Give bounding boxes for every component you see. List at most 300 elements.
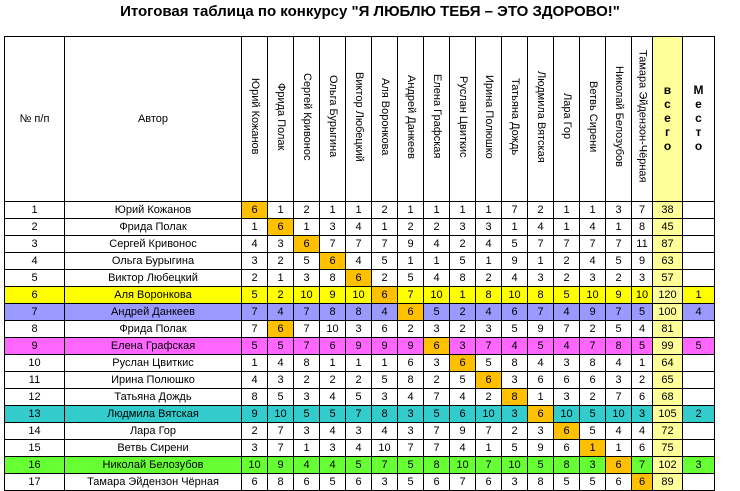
score-cell: 5 [528, 338, 554, 355]
score-cell: 7 [502, 202, 528, 219]
header-judge [632, 37, 653, 202]
score-cell: 5 [450, 372, 476, 389]
score-cell: 8 [294, 355, 320, 372]
score-cell: 3 [268, 236, 294, 253]
score-cell: 2 [424, 372, 450, 389]
row-total: 75 [653, 440, 683, 457]
score-cell: 8 [320, 304, 346, 321]
score-cell: 6 [632, 389, 653, 406]
score-cell: 4 [476, 304, 502, 321]
score-cell: 5 [554, 474, 580, 491]
header-judge-label: Аля Воронкова [379, 77, 391, 156]
score-cell: 10 [632, 287, 653, 304]
score-cell: 6 [424, 474, 450, 491]
score-cell: 1 [450, 287, 476, 304]
results-table [4, 36, 715, 491]
score-cell: 2 [450, 321, 476, 338]
score-cell: 2 [528, 202, 554, 219]
score-cell: 3 [632, 270, 653, 287]
header-judge [502, 37, 528, 202]
score-cell: 7 [242, 321, 268, 338]
header-judge [424, 37, 450, 202]
score-cell: 3 [372, 474, 398, 491]
row-number: 1 [5, 202, 65, 219]
row-author: Татьяна Дождь [65, 389, 242, 406]
score-cell: 3 [294, 270, 320, 287]
score-cell: 1 [424, 202, 450, 219]
table-row [5, 219, 715, 236]
score-cell: 8 [242, 389, 268, 406]
row-author: Юрий Кожанов [65, 202, 242, 219]
table-row [5, 457, 715, 474]
table-row [5, 355, 715, 372]
score-cell: 2 [242, 270, 268, 287]
score-cell: 5 [372, 253, 398, 270]
score-cell: 2 [398, 321, 424, 338]
score-cell: 10 [502, 457, 528, 474]
score-cell: 8 [398, 372, 424, 389]
score-cell: 1 [346, 202, 372, 219]
score-cell: 8 [528, 287, 554, 304]
score-cell: 4 [242, 236, 268, 253]
row-number: 8 [5, 321, 65, 338]
table-row [5, 236, 715, 253]
score-cell: 10 [424, 287, 450, 304]
score-cell: 1 [372, 219, 398, 236]
table-row [5, 440, 715, 457]
score-cell: 7 [424, 423, 450, 440]
score-cell: 4 [632, 423, 653, 440]
score-cell: 9 [398, 338, 424, 355]
score-cell: 6 [450, 355, 476, 372]
table-title: Итоговая таблица по конкурсу "Я ЛЮБЛЮ ТЕБЯ – ЭТО ЗДОРОВО!" [120, 3, 620, 20]
score-cell: 2 [294, 372, 320, 389]
row-total: 72 [653, 423, 683, 440]
score-cell: 4 [606, 355, 632, 372]
score-cell: 6 [502, 304, 528, 321]
table-row [5, 253, 715, 270]
score-cell: 3 [554, 389, 580, 406]
score-cell: 7 [450, 474, 476, 491]
score-cell: 7 [580, 338, 606, 355]
score-cell: 1 [606, 219, 632, 236]
table-row [5, 304, 715, 321]
table-row [5, 389, 715, 406]
score-cell: 5 [554, 287, 580, 304]
score-cell: 1 [632, 355, 653, 372]
score-cell: 6 [372, 321, 398, 338]
score-cell: 3 [606, 202, 632, 219]
header-judge [268, 37, 294, 202]
score-cell: 6 [294, 474, 320, 491]
score-cell: 4 [372, 304, 398, 321]
score-cell: 7 [372, 457, 398, 474]
header-judge [554, 37, 580, 202]
score-cell: 9 [268, 457, 294, 474]
row-place [683, 253, 715, 270]
row-place: 4 [683, 304, 715, 321]
score-cell: 1 [424, 253, 450, 270]
score-cell: 6 [398, 304, 424, 321]
score-cell: 5 [320, 474, 346, 491]
row-number: 5 [5, 270, 65, 287]
row-place [683, 219, 715, 236]
score-cell: 7 [606, 236, 632, 253]
score-cell: 1 [346, 355, 372, 372]
row-number: 9 [5, 338, 65, 355]
header-judge [398, 37, 424, 202]
row-total: 99 [653, 338, 683, 355]
score-cell: 3 [606, 372, 632, 389]
score-cell: 6 [554, 372, 580, 389]
score-cell: 1 [476, 253, 502, 270]
header-judge-label: Николай Белозубов [613, 66, 625, 167]
score-cell: 3 [294, 423, 320, 440]
score-cell: 1 [502, 219, 528, 236]
score-cell: 1 [242, 355, 268, 372]
score-cell: 1 [320, 355, 346, 372]
header-judge [606, 37, 632, 202]
row-number: 2 [5, 219, 65, 236]
score-cell: 2 [242, 423, 268, 440]
score-cell: 1 [528, 389, 554, 406]
score-cell: 7 [580, 236, 606, 253]
row-total: 102 [653, 457, 683, 474]
row-place [683, 236, 715, 253]
score-cell: 9 [528, 440, 554, 457]
header-judge-label: Людмила Вятская [535, 70, 547, 163]
score-cell: 7 [476, 423, 502, 440]
score-cell: 5 [632, 304, 653, 321]
score-cell: 7 [372, 236, 398, 253]
score-cell: 9 [372, 338, 398, 355]
score-cell: 5 [398, 474, 424, 491]
table-row [5, 270, 715, 287]
score-cell: 6 [268, 219, 294, 236]
score-cell: 10 [242, 457, 268, 474]
score-cell: 3 [398, 423, 424, 440]
score-cell: 9 [580, 304, 606, 321]
row-place [683, 355, 715, 372]
score-cell: 1 [398, 253, 424, 270]
score-cell: 1 [242, 219, 268, 236]
table-row [5, 406, 715, 423]
row-number: 12 [5, 389, 65, 406]
score-cell: 7 [268, 440, 294, 457]
header-judge-label: Татьяна Дождь [509, 77, 521, 156]
row-place [683, 372, 715, 389]
score-cell: 7 [294, 304, 320, 321]
header-num: № п/п [5, 37, 65, 202]
score-cell: 4 [346, 253, 372, 270]
score-cell: 2 [372, 202, 398, 219]
row-number: 11 [5, 372, 65, 389]
score-cell: 8 [268, 474, 294, 491]
score-cell: 3 [320, 440, 346, 457]
row-author: Аля Воронкова [65, 287, 242, 304]
score-cell: 4 [372, 423, 398, 440]
score-cell: 9 [502, 253, 528, 270]
score-cell: 4 [268, 304, 294, 321]
row-author: Людмила Вятская [65, 406, 242, 423]
score-cell: 6 [606, 457, 632, 474]
score-cell: 4 [320, 389, 346, 406]
header-judge-label: Фрида Полак [275, 82, 287, 151]
row-author: Тамара Эйдензон Чёрная [65, 474, 242, 491]
score-cell: 6 [294, 236, 320, 253]
score-cell: 5 [502, 236, 528, 253]
score-cell: 1 [528, 253, 554, 270]
score-cell: 5 [320, 406, 346, 423]
score-cell: 3 [450, 338, 476, 355]
score-cell: 10 [502, 287, 528, 304]
score-cell: 3 [580, 457, 606, 474]
score-cell: 7 [554, 321, 580, 338]
table-row [5, 372, 715, 389]
score-cell: 3 [632, 406, 653, 423]
score-cell: 8 [580, 355, 606, 372]
score-cell: 10 [372, 440, 398, 457]
score-cell: 2 [554, 253, 580, 270]
score-cell: 3 [398, 406, 424, 423]
score-cell: 8 [632, 219, 653, 236]
score-cell: 2 [580, 321, 606, 338]
score-cell: 4 [450, 440, 476, 457]
table-row [5, 287, 715, 304]
score-cell: 10 [450, 457, 476, 474]
score-cell: 3 [476, 321, 502, 338]
score-cell: 9 [632, 253, 653, 270]
score-cell: 5 [242, 287, 268, 304]
score-cell: 3 [502, 474, 528, 491]
score-cell: 8 [502, 355, 528, 372]
score-cell: 6 [632, 440, 653, 457]
score-cell: 3 [294, 389, 320, 406]
header-judge [372, 37, 398, 202]
score-cell: 7 [346, 406, 372, 423]
score-cell: 6 [580, 372, 606, 389]
score-cell: 4 [528, 219, 554, 236]
score-cell: 2 [450, 236, 476, 253]
score-cell: 7 [398, 440, 424, 457]
score-cell: 8 [450, 270, 476, 287]
score-cell: 6 [554, 440, 580, 457]
score-cell: 2 [606, 270, 632, 287]
score-cell: 5 [528, 457, 554, 474]
score-cell: 9 [606, 287, 632, 304]
score-cell: 8 [528, 474, 554, 491]
score-cell: 3 [580, 270, 606, 287]
row-place [683, 389, 715, 406]
score-cell: 8 [554, 457, 580, 474]
table-row [5, 202, 715, 219]
score-cell: 5 [580, 406, 606, 423]
score-cell: 3 [502, 406, 528, 423]
score-cell: 5 [424, 304, 450, 321]
score-cell: 2 [424, 219, 450, 236]
row-place: 2 [683, 406, 715, 423]
row-author: Ветвь Сирени [65, 440, 242, 457]
score-cell: 6 [398, 355, 424, 372]
score-cell: 10 [320, 321, 346, 338]
row-author: Лара Гор [65, 423, 242, 440]
score-cell: 4 [320, 423, 346, 440]
score-cell: 4 [580, 253, 606, 270]
score-cell: 2 [268, 253, 294, 270]
score-cell: 8 [320, 270, 346, 287]
table-row [5, 338, 715, 355]
score-cell: 5 [242, 338, 268, 355]
row-total: 120 [653, 287, 683, 304]
row-total: 100 [653, 304, 683, 321]
score-cell: 5 [424, 406, 450, 423]
row-place [683, 270, 715, 287]
score-cell: 2 [450, 304, 476, 321]
header-judge-label: Виктор Любецкий [353, 71, 365, 162]
score-cell: 2 [502, 423, 528, 440]
score-cell: 5 [346, 389, 372, 406]
header-place-label: М е с т о [693, 83, 704, 153]
score-cell: 7 [476, 338, 502, 355]
score-cell: 4 [320, 457, 346, 474]
score-cell: 4 [606, 423, 632, 440]
score-cell: 3 [424, 321, 450, 338]
score-cell: 3 [242, 253, 268, 270]
score-cell: 2 [268, 287, 294, 304]
row-place: 3 [683, 457, 715, 474]
score-cell: 8 [606, 338, 632, 355]
header-judge [476, 37, 502, 202]
score-cell: 10 [606, 406, 632, 423]
score-cell: 6 [632, 474, 653, 491]
score-cell: 4 [294, 457, 320, 474]
row-number: 10 [5, 355, 65, 372]
score-cell: 3 [476, 219, 502, 236]
score-cell: 6 [242, 202, 268, 219]
row-author: Елена Графская [65, 338, 242, 355]
row-total: 38 [653, 202, 683, 219]
row-place: 1 [683, 287, 715, 304]
score-cell: 5 [398, 457, 424, 474]
score-cell: 5 [476, 355, 502, 372]
row-author: Виктор Любецкий [65, 270, 242, 287]
score-cell: 3 [528, 423, 554, 440]
score-cell: 1 [554, 219, 580, 236]
score-cell: 7 [320, 236, 346, 253]
header-total [653, 37, 683, 202]
score-cell: 8 [476, 287, 502, 304]
score-cell: 4 [450, 389, 476, 406]
score-cell: 3 [554, 355, 580, 372]
header-author: Автор [65, 37, 242, 202]
score-cell: 1 [320, 202, 346, 219]
score-cell: 3 [346, 321, 372, 338]
score-cell: 6 [320, 338, 346, 355]
score-cell: 6 [372, 287, 398, 304]
score-cell: 5 [372, 372, 398, 389]
score-cell: 5 [268, 389, 294, 406]
score-cell: 5 [450, 253, 476, 270]
score-cell: 1 [476, 440, 502, 457]
header-judge [528, 37, 554, 202]
score-cell: 6 [450, 406, 476, 423]
score-cell: 7 [294, 338, 320, 355]
score-cell: 4 [242, 372, 268, 389]
score-cell: 4 [554, 338, 580, 355]
row-total: 45 [653, 219, 683, 236]
score-cell: 4 [502, 270, 528, 287]
score-cell: 5 [580, 474, 606, 491]
score-cell: 1 [268, 270, 294, 287]
row-place [683, 321, 715, 338]
score-cell: 4 [554, 304, 580, 321]
row-author: Фрида Полак [65, 321, 242, 338]
score-cell: 1 [606, 440, 632, 457]
score-cell: 1 [450, 202, 476, 219]
score-cell: 7 [476, 457, 502, 474]
row-author: Ирина Полюшко [65, 372, 242, 389]
score-cell: 4 [398, 389, 424, 406]
header-judge-label: Елена Графская [431, 74, 443, 159]
row-number: 16 [5, 457, 65, 474]
score-cell: 6 [476, 372, 502, 389]
score-cell: 1 [268, 202, 294, 219]
score-cell: 3 [450, 219, 476, 236]
score-cell: 9 [528, 321, 554, 338]
score-cell: 5 [606, 253, 632, 270]
score-cell: 4 [476, 236, 502, 253]
score-cell: 3 [346, 423, 372, 440]
score-cell: 5 [632, 338, 653, 355]
score-cell: 3 [502, 372, 528, 389]
row-number: 7 [5, 304, 65, 321]
score-cell: 4 [424, 236, 450, 253]
row-total: 81 [653, 321, 683, 338]
score-cell: 7 [294, 321, 320, 338]
score-cell: 10 [346, 287, 372, 304]
score-cell: 1 [580, 440, 606, 457]
table-row [5, 423, 715, 440]
score-cell: 5 [294, 406, 320, 423]
score-cell: 11 [632, 236, 653, 253]
score-cell: 3 [242, 440, 268, 457]
score-cell: 6 [424, 338, 450, 355]
row-number: 17 [5, 474, 65, 491]
score-cell: 2 [294, 202, 320, 219]
score-cell: 2 [476, 389, 502, 406]
score-cell: 9 [242, 406, 268, 423]
score-cell: 10 [476, 406, 502, 423]
row-total: 68 [653, 389, 683, 406]
score-cell: 10 [554, 406, 580, 423]
row-place [683, 202, 715, 219]
score-cell: 6 [346, 270, 372, 287]
row-place: 5 [683, 338, 715, 355]
score-cell: 2 [476, 270, 502, 287]
row-author: Сергей Кривонос [65, 236, 242, 253]
score-cell: 1 [372, 355, 398, 372]
table-row [5, 474, 715, 491]
score-cell: 7 [424, 389, 450, 406]
header-judge-label: Тамара Эйдензон-Чёрная [636, 50, 649, 183]
score-cell: 3 [372, 389, 398, 406]
score-cell: 2 [554, 270, 580, 287]
header-judge-label: Ирина Полюшко [483, 74, 495, 159]
score-cell: 9 [346, 338, 372, 355]
row-author: Фрида Полак [65, 219, 242, 236]
row-total: 63 [653, 253, 683, 270]
header-judge [580, 37, 606, 202]
